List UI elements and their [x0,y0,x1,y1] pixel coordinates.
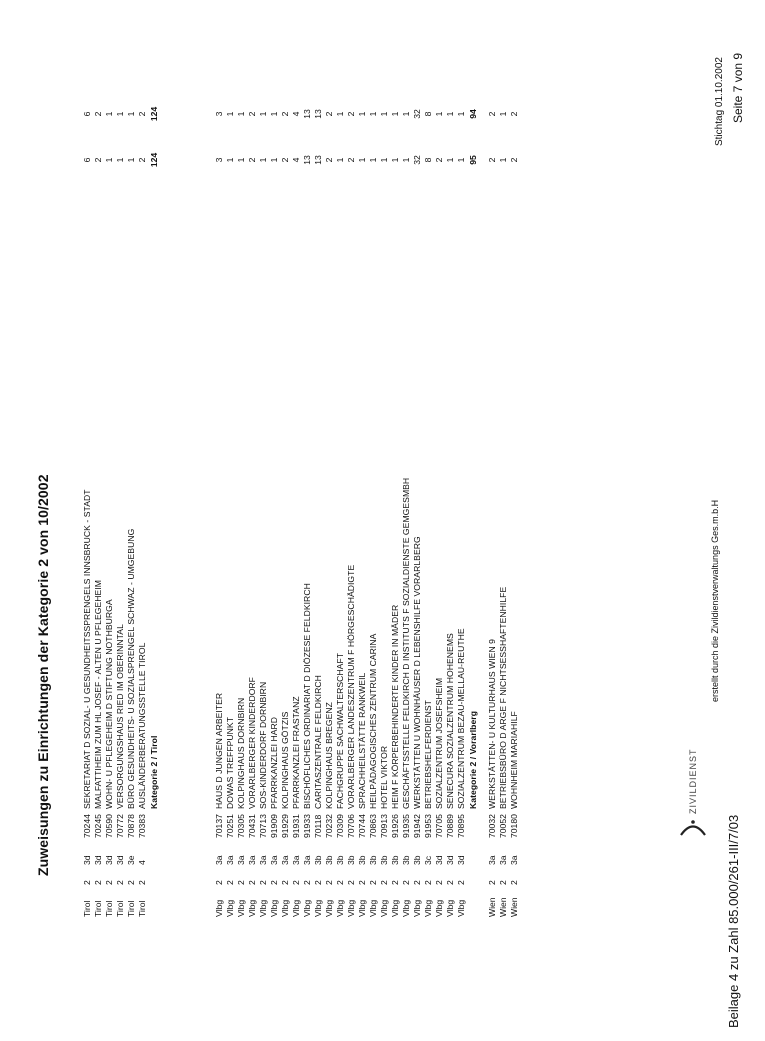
cell-count-1: 2 [509,157,519,163]
cell-count-2: 6 [82,111,92,117]
cell-land: Vlbg [434,899,444,917]
cell-count-1: 1 [357,157,367,163]
cell-subcategory: 3a [302,855,312,865]
cell-count-1: 2 [346,157,356,163]
cell-land: Vlbg [401,899,411,917]
cell-count-1: 1 [258,157,268,163]
cell-id: 70590 [104,814,114,838]
cell-kategorie: 2 [346,880,356,885]
cell-subcategory: 3d [104,855,114,865]
cell-id: 70232 [324,814,334,838]
cell-subcategory: 3a [487,855,497,865]
cell-subcategory: 3c [423,855,433,865]
summary-row [149,0,160,917]
cell-count-1: 2 [487,157,497,163]
cell-count-2: 1 [379,111,389,117]
cell-land: Vlbg [412,899,422,917]
cell-kategorie: 2 [445,880,455,885]
cell-name: FACHGRUPPE SACHWALTERSCHAFT [335,652,345,809]
cell-name: VORARLBERGER KINDERDORF [247,677,257,809]
cell-kategorie: 2 [498,880,508,885]
cell-name: SOZIALZENTRUM BEZAU-MELLAU-REUTHE [456,628,466,809]
table-row [82,0,93,917]
cell-count-1: 2 [434,157,444,163]
page-number: Seite 7 von 9 [731,52,745,123]
cell-count-1: 8 [423,157,433,163]
cell-kategorie: 2 [137,880,147,885]
cell-land: Tirol [104,900,114,917]
stichtag-date: Stichtag 01.10.2002 [714,57,725,146]
cell-count-2: 2 [487,111,497,117]
cell-land: Vlbg [291,899,301,917]
cell-land: Vlbg [423,899,433,917]
cell-subcategory: 3a [291,855,301,865]
cell-id: 70052 [498,814,508,838]
cell-kategorie: 2 [434,880,444,885]
cell-count-1: 1 [225,157,235,163]
cell-id: 70305 [236,814,246,838]
cell-id: 70118 [313,814,323,838]
table-row [368,0,379,917]
cell-name: KOLPINGHAUS DORNBIRN [236,697,246,809]
cell-subcategory: 3a [214,855,224,865]
cell-count-1: 32 [412,155,422,165]
cell-land: Vlbg [280,899,290,917]
cell-count-2: 2 [324,111,334,117]
cell-land: Wien [498,897,508,917]
cell-name: SENECURA SOZIALZENTRUM HOHENEMS [445,633,455,809]
table-row [445,0,456,917]
cell-kategorie: 2 [456,880,466,885]
summary-count-2: 94 [468,109,478,119]
summary-label: Kategorie 2 / Tirol [149,735,159,809]
cell-id: 70137 [214,814,224,838]
cell-name: MALFATTIHEIM ZUM HL JOSEF - ALTEN U PFLEGEHEIM [93,580,103,809]
cell-name: HEIM F KÖRPERBEHINDERTE KINDER IN MÄDER [390,604,400,809]
cell-name: SOZIALZENTRUM JOSEFSHEIM [434,677,444,809]
table-row [401,0,412,917]
cell-count-2: 2 [280,111,290,117]
cell-land: Vlbg [225,899,235,917]
cell-count-1: 13 [313,155,323,165]
cell-land: Vlbg [324,899,334,917]
cell-id: 70032 [487,814,497,838]
cell-subcategory: 3e [126,855,136,865]
cell-count-2: 2 [509,111,519,117]
cell-subcategory: 3d [445,855,455,865]
cell-id: 70913 [379,814,389,838]
table-body [82,17,632,917]
cell-name: PFARRKANZLEI FRASTANZ [291,696,301,809]
table-row [498,0,509,917]
cell-count-1: 1 [401,157,411,163]
cell-count-1: 1 [368,157,378,163]
table-row [379,0,390,917]
cell-count-1: 1 [126,157,136,163]
cell-count-2: 1 [225,111,235,117]
cell-id: 70744 [357,814,367,838]
cell-count-2: 1 [236,111,246,117]
cell-subcategory: 4 [137,860,147,865]
summary-count-2: 124 [149,106,159,122]
table-row [214,0,225,917]
cell-subcategory: 3d [93,855,103,865]
table-row [302,0,313,917]
table-row [390,0,401,917]
cell-land: Vlbg [445,899,455,917]
cell-name: WERKSTÄTTEN U WOHNHÄUSER D LEBENSHILFE VORARLBERG [412,536,422,809]
cell-kategorie: 2 [401,880,411,885]
cell-count-2: 1 [269,111,279,117]
cell-count-2: 1 [258,111,268,117]
cell-land: Vlbg [269,899,279,917]
cell-land: Vlbg [247,899,257,917]
cell-count-2: 2 [93,111,103,117]
cell-land: Vlbg [214,899,224,917]
cell-subcategory: 3d [434,855,444,865]
cell-land: Vlbg [390,899,400,917]
cell-kategorie: 2 [357,880,367,885]
cell-land: Tirol [137,900,147,917]
cell-subcategory: 3d [456,855,466,865]
cell-subcategory: 3a [225,855,235,865]
cell-subcategory: 3a [498,855,508,865]
cell-count-1: 4 [291,157,301,163]
cell-id: 70383 [137,814,147,838]
logo-arc-icon [678,820,708,838]
cell-count-1: 2 [93,157,103,163]
cell-name: GESCHÄFTSSTELLE FELDKIRCH D INSTITUTS F SOZIALDIENSTE GEMGESMBH [401,477,411,809]
table-row [509,0,520,917]
table-row [225,0,236,917]
cell-count-2: 1 [456,111,466,117]
table-row [423,0,434,917]
table-row [280,0,291,917]
summary-row [468,0,479,917]
cell-kategorie: 2 [324,880,334,885]
cell-name: SOS-KINDERDORF DORNBIRN [258,681,268,809]
cell-subcategory: 3b [357,855,367,865]
cell-land: Vlbg [236,899,246,917]
cell-id: 70706 [346,814,356,838]
cell-name: VERSORGUNGSHAUS RIED IM OBERINNTAL [115,624,125,809]
cell-id: 91929 [280,814,290,838]
cell-id: 70895 [456,814,466,838]
cell-count-2: 2 [247,111,257,117]
table-row [324,0,335,917]
cell-count-1: 1 [236,157,246,163]
cell-kategorie: 2 [225,880,235,885]
cell-land: Wien [509,897,519,917]
cell-name: AUSLÄNDERBERATUNGSSTELLE TIROL [137,642,147,809]
cell-count-1: 1 [335,157,345,163]
cell-land: Vlbg [346,899,356,917]
table-row [104,0,115,917]
cell-land: Vlbg [368,899,378,917]
cell-kategorie: 2 [280,880,290,885]
table-row [357,0,368,917]
cell-count-2: 4 [291,111,301,117]
cell-kategorie: 2 [269,880,279,885]
cell-kategorie: 2 [291,880,301,885]
cell-id: 70309 [335,814,345,838]
cell-count-2: 1 [368,111,378,117]
cell-name: BETRIEBSBÜRO D ARGE F NICHTSESSHAFTENHILFE [498,586,508,809]
cell-kategorie: 2 [335,880,345,885]
cell-count-2: 1 [445,111,455,117]
cell-subcategory: 3a [247,855,257,865]
cell-name: PFARRKANZLEI HARD [269,716,279,809]
cell-subcategory: 3b [390,855,400,865]
cell-id: 91931 [291,814,301,838]
cell-count-2: 1 [126,111,136,117]
cell-kategorie: 2 [379,880,389,885]
table-row [412,0,423,917]
table-row [346,0,357,917]
cell-land: Tirol [93,900,103,917]
cell-count-2: 1 [335,111,345,117]
cell-kategorie: 2 [368,880,378,885]
document-title: Zuweisungen zu Einrichtungen der Kategorie 2 von 10/2002 [35,474,51,876]
cell-subcategory: 3a [258,855,268,865]
cell-count-1: 1 [445,157,455,163]
cell-count-2: 13 [313,109,323,119]
cell-name: BETRIEBSHELFERDIENST [423,700,433,809]
cell-kategorie: 2 [313,880,323,885]
cell-id: 70889 [445,814,455,838]
cell-subcategory: 3b [346,855,356,865]
cell-count-2: 3 [214,111,224,117]
cell-name: CARITASZENTRALE FELDKIRCH [313,675,323,809]
cell-land: Vlbg [357,899,367,917]
cell-count-2: 13 [302,109,312,119]
cell-kategorie: 2 [236,880,246,885]
cell-name: KOLPINGHAUS BREGENZ [324,702,334,809]
cell-kategorie: 2 [390,880,400,885]
cell-subcategory: 3b [368,855,378,865]
cell-count-1: 1 [390,157,400,163]
cell-name: SEKRETARIAT D SOZIAL- U GESUNDHEITSSPRENGELS INNSBRUCK - STADT [82,489,92,809]
cell-count-2: 1 [115,111,125,117]
cell-name: VORARLBERGER LANDESZENTRUM F HÖRGESCHÄDIGTE [346,564,356,809]
cell-name: WOHNHEIM MARIAHILF [509,711,519,809]
cell-name: WERKSTÄTTEN- U KULTURHAUS WIEN 9 [487,639,497,809]
cell-subcategory: 3b [401,855,411,865]
cell-kategorie: 2 [115,880,125,885]
cell-subcategory: 3a [269,855,279,865]
assignment-table [82,17,632,917]
cell-land: Vlbg [258,899,268,917]
cell-subcategory: 3b [379,855,389,865]
cell-kategorie: 2 [93,880,103,885]
cell-land: Tirol [115,900,125,917]
cell-id: 70772 [115,814,125,838]
cell-name: HOTEL VIKTOR [379,745,389,809]
cell-count-2: 2 [346,111,356,117]
cell-kategorie: 2 [126,880,136,885]
table-row [335,0,346,917]
cell-id: 70431 [247,814,257,838]
cell-kategorie: 2 [104,880,114,885]
cell-name: SPRACHHEILSTÄTTE RANKWEIL [357,672,367,809]
cell-name: BÜRO GESUNDHEITS- U SOZIALSPRENGEL SCHWAZ - UMGEBUNG [126,528,136,809]
cell-kategorie: 2 [214,880,224,885]
summary-label: Kategorie 2 / Vorarlberg [468,711,478,809]
cell-id: 70705 [434,814,444,838]
cell-count-2: 1 [498,111,508,117]
cell-count-2: 2 [137,111,147,117]
cell-subcategory: 3a [280,855,290,865]
cell-name: HAUS D JUNGEN ARBEITER [214,692,224,809]
cell-subcategory: 3b [324,855,334,865]
cell-kategorie: 2 [487,880,497,885]
cell-name: DOWAS TREFFPUNKT [225,717,235,809]
summary-count-1: 95 [468,155,478,165]
cell-name: WOHN- U PFLEGEHEIM D STIFTUNG NOTHBURGA [104,599,114,809]
cell-count-1: 2 [324,157,334,163]
cell-kategorie: 2 [509,880,519,885]
cell-count-1: 1 [379,157,389,163]
table-row [126,0,137,917]
cell-id: 91953 [423,814,433,838]
table-row [269,0,280,917]
table-row [137,0,148,917]
cell-land: Vlbg [379,899,389,917]
cell-land: Tirol [126,900,136,917]
cell-id: 70713 [258,814,268,838]
cell-id: 70245 [93,814,103,838]
footer-creator: erstellt durch die Zivildienstverwaltungs Ges.m.b.H [710,499,720,702]
table-row [487,0,498,917]
cell-id: 70878 [126,814,136,838]
cell-count-2: 1 [357,111,367,117]
cell-id: 91942 [412,814,422,838]
cell-count-1: 13 [302,155,312,165]
cell-subcategory: 3d [82,855,92,865]
cell-count-1: 1 [115,157,125,163]
header-reference: Beilage 4 zu Zahl 85.000/261-III/7/03 [726,814,741,1028]
cell-kategorie: 2 [258,880,268,885]
cell-subcategory: 3b [335,855,345,865]
cell-count-1: 2 [137,157,147,163]
cell-count-2: 32 [412,109,422,119]
cell-id: 91935 [401,814,411,838]
cell-subcategory: 3b [412,855,422,865]
cell-id: 70180 [509,814,519,838]
table-row [115,0,126,917]
cell-subcategory: 3b [313,855,323,865]
cell-count-1: 1 [104,157,114,163]
table-row [93,0,104,917]
cell-count-1: 1 [498,157,508,163]
cell-count-2: 8 [423,111,433,117]
cell-land: Vlbg [335,899,345,917]
table-row [434,0,445,917]
summary-count-1: 124 [149,152,159,168]
cell-kategorie: 2 [412,880,422,885]
table-row [456,0,467,917]
table-row [313,0,324,917]
cell-id: 91909 [269,814,279,838]
cell-subcategory: 3a [236,855,246,865]
cell-kategorie: 2 [423,880,433,885]
cell-id: 70251 [225,814,235,838]
cell-name: HEILPÄDAGOGISCHES ZENTRUM CARINA [368,633,378,809]
cell-land: Tirol [82,900,92,917]
cell-count-1: 6 [82,157,92,163]
cell-name: BISCHÖFLICHES ORDINARIAT D DIÖZESE FELDKIRCH [302,583,312,809]
cell-kategorie: 2 [247,880,257,885]
cell-count-1: 1 [269,157,279,163]
cell-count-1: 1 [456,157,466,163]
cell-id: 70244 [82,814,92,838]
cell-land: Wien [487,897,497,917]
cell-kategorie: 2 [82,880,92,885]
cell-name: KOLPINGHAUS GÖTZIS [280,711,290,809]
table-row [247,0,258,917]
cell-id: 70863 [368,814,378,838]
cell-count-2: 1 [401,111,411,117]
logo-text: ZIVILDIENST [688,748,698,814]
cell-subcategory: 3d [115,855,125,865]
cell-count-2: 1 [434,111,444,117]
cell-id: 91933 [302,814,312,838]
cell-count-1: 3 [214,157,224,163]
cell-id: 91926 [390,814,400,838]
cell-count-1: 2 [247,157,257,163]
table-row [291,0,302,917]
cell-subcategory: 3a [509,855,519,865]
cell-land: Vlbg [302,899,312,917]
cell-kategorie: 2 [302,880,312,885]
table-row [236,0,247,917]
cell-count-2: 1 [390,111,400,117]
cell-count-2: 1 [104,111,114,117]
cell-count-1: 2 [280,157,290,163]
table-row [258,0,269,917]
cell-land: Vlbg [456,899,466,917]
cell-land: Vlbg [313,899,323,917]
